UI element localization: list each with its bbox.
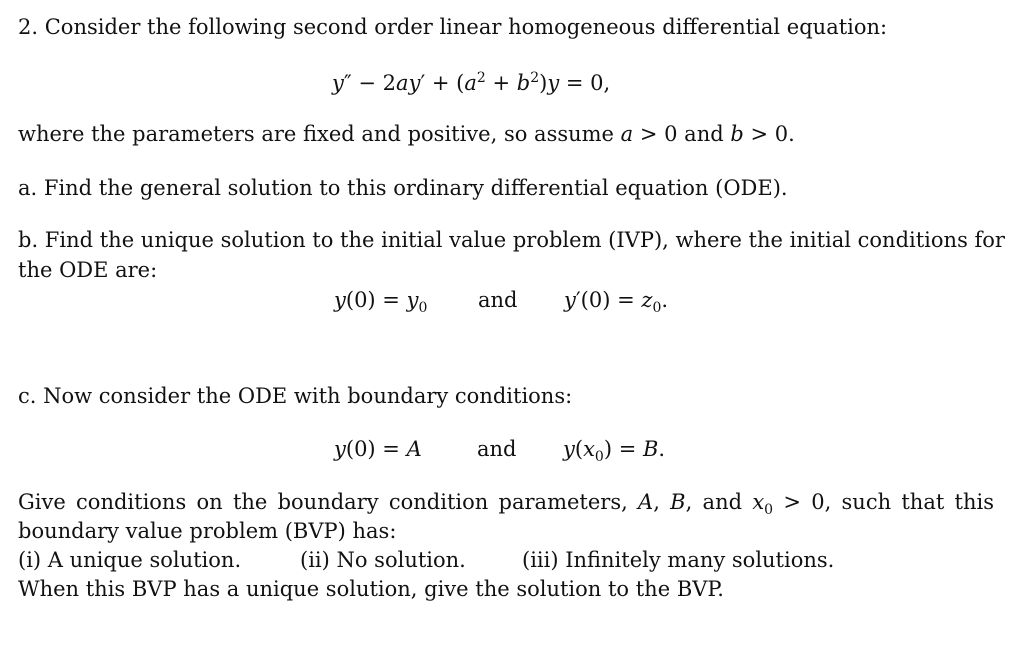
cond-y: y xyxy=(563,437,575,461)
eq-plus: + xyxy=(485,71,517,95)
eq-b: b xyxy=(516,71,531,95)
eq-a: a xyxy=(396,71,409,95)
assumption-gt-b: > 0. xyxy=(743,122,795,146)
option-infinitely-many: (iii) Infinitely many solutions. xyxy=(522,548,835,572)
cond-y: y xyxy=(334,288,346,312)
cond-x: x xyxy=(583,437,595,461)
eq-exponent: 2 xyxy=(530,70,540,86)
assumption-text: where the parameters are fixed and positive, so assume xyxy=(18,122,621,146)
eq-minus-2: − 2 xyxy=(351,71,397,95)
cond-subscript: 0 xyxy=(652,300,662,317)
eq-rhs: = 0, xyxy=(559,71,611,95)
option-no-solution: (ii) No solution. xyxy=(300,548,466,572)
eq-a: a xyxy=(464,71,477,95)
eq-y: y xyxy=(332,71,344,95)
problem-intro xyxy=(18,14,887,40)
part-c-final: When this BVP has a unique solution, give the solution to the BVP. xyxy=(18,577,724,601)
param-x-subscript: 0 xyxy=(764,502,774,519)
eq-prime: ′ xyxy=(420,71,426,95)
eq-y: y xyxy=(547,71,560,95)
param-x: x xyxy=(752,490,765,514)
cond-rhs: z xyxy=(641,288,653,312)
give-sep: , and xyxy=(685,490,753,514)
problem-intro-text: Consider the following second order linear homogeneous differential equation: xyxy=(44,15,888,39)
param-A: A xyxy=(638,490,654,514)
give-sep: , xyxy=(653,490,671,514)
cond-open: ( xyxy=(574,437,584,461)
cond-subscript: 0 xyxy=(594,449,604,466)
cond-rhs: y xyxy=(406,288,419,312)
main-equation xyxy=(332,70,610,96)
bvp-condition-1 xyxy=(334,436,422,462)
cond-close: ) = xyxy=(603,437,643,461)
ivp-and: and xyxy=(478,288,518,312)
cond-arg: (0) = xyxy=(345,437,407,461)
cond-prime: ′ xyxy=(575,288,581,312)
assumption-line xyxy=(18,121,795,147)
param-a: a xyxy=(620,122,634,146)
cond-y: y xyxy=(334,437,346,461)
cond-end: . xyxy=(661,288,669,312)
part-c-give-line2: boundary value problem (BVP) has: xyxy=(18,519,397,543)
param-B: B xyxy=(670,490,686,514)
cond-subscript: 0 xyxy=(418,300,428,317)
cond-end: . xyxy=(658,437,666,461)
cond-rhs: A xyxy=(406,437,422,461)
option-unique-solution: (i) A unique solution. xyxy=(18,548,242,572)
eq-double-prime: ″ xyxy=(343,71,352,95)
give-pre: Give conditions on the boundary condition parameters, xyxy=(18,490,639,514)
bvp-condition-2 xyxy=(563,436,666,466)
eq-exponent: 2 xyxy=(476,70,486,86)
param-b: b xyxy=(730,122,744,146)
bvp-and: and xyxy=(477,437,517,461)
problem-number: 2. xyxy=(18,15,39,39)
eq-close: ) xyxy=(539,71,548,95)
give-post: > 0, such that this xyxy=(773,490,995,514)
part-c-intro: c. Now consider the ODE with boundary conditions: xyxy=(18,384,573,408)
cond-arg: (0) = xyxy=(580,288,642,312)
cond-rhs: B xyxy=(642,437,659,461)
ivp-condition-1 xyxy=(334,287,428,317)
eq-plus-open: + ( xyxy=(425,71,465,95)
part-c-options xyxy=(18,547,834,573)
ivp-condition-2 xyxy=(564,287,669,317)
part-c-give-line1 xyxy=(18,489,995,519)
cond-y: y xyxy=(564,288,576,312)
cond-arg: (0) = xyxy=(345,288,407,312)
part-b-line1: b. Find the unique solution to the initial value problem (IVP), where the initial conditions for xyxy=(18,228,1005,252)
part-a: a. Find the general solution to this ordinary differential equation (ODE). xyxy=(18,176,788,200)
part-b-line2: the ODE are: xyxy=(18,258,158,282)
eq-y: y xyxy=(408,71,421,95)
assumption-gt-a: > 0 and xyxy=(633,122,731,146)
